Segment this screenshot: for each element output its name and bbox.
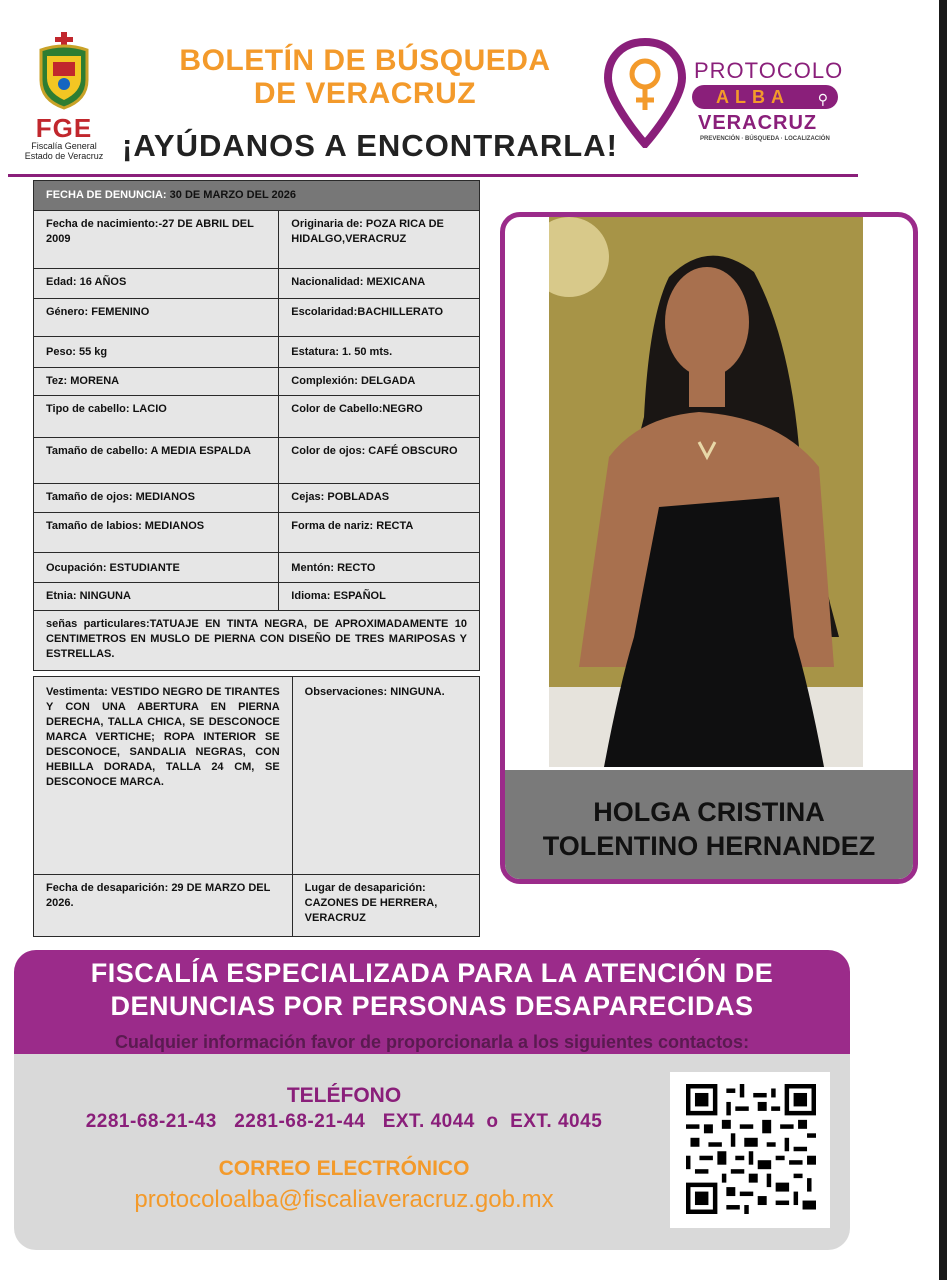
banner-line2: DENUNCIAS POR PERSONAS DESAPARECIDAS (110, 991, 754, 1021)
table-row (34, 553, 480, 583)
page-edge (939, 0, 947, 1280)
header-divider (8, 174, 858, 177)
idioma-cell: Idioma: ESPAÑOL (279, 583, 480, 611)
etnia-cell: Etnia: NINGUNA (34, 583, 279, 611)
table-row (34, 211, 480, 269)
tez-cell: Tez: MORENA (34, 368, 279, 396)
senas-cell: señas particulares:TATUAJE EN TINTA NEGRA, DE APROXIMADAMENTE 10 CENTIMETROS EN MUSLO DE PIERNA CON DISEÑO DE TRES MARIPOSAS Y ESTRELLAS. (34, 611, 480, 671)
page-subtitle: ¡AYÚDANOS A ENCONTRARLA! (122, 128, 618, 163)
table-row (34, 299, 480, 337)
table-row (34, 611, 480, 671)
photo-card (500, 212, 918, 884)
tamano-cabello-cell: Tamaño de cabello: A MEDIA ESPALDA (34, 438, 279, 484)
name-line1: HOLGA CRISTINA (593, 797, 825, 827)
alba-tagline: PREVENCIÓN · BÚSQUEDA · LOCALIZACIÓN (700, 136, 830, 142)
tamano-ojos-cell: Tamaño de ojos: MEDIANOS (34, 484, 279, 513)
ocupacion-cell: Ocupación: ESTUDIANTE (34, 553, 279, 583)
person-photo (549, 217, 863, 767)
peso-cell: Peso: 55 kg (34, 337, 279, 368)
complexion-cell: Complexión: DELGADA (279, 368, 480, 396)
telefono-numbers: 2281-68-21-43 2281-68-21-44 EXT. 4044 o EXT. 4045 (85, 1111, 603, 1132)
veracruz-crest-icon (33, 32, 95, 110)
fecha-denuncia-cell (34, 181, 480, 211)
table-row (34, 677, 480, 875)
table-row (34, 396, 480, 438)
nacimiento-cell: Fecha de nacimiento:-27 DE ABRIL DEL 2009 (34, 211, 279, 269)
alba-line2: ALBA (716, 87, 790, 107)
page-title (150, 44, 580, 110)
correo-label: CORREO ELECTRÓNICO (218, 1157, 470, 1180)
name-line2: TOLENTINO HERNANDEZ (542, 831, 876, 861)
color-ojos-cell: Color de ojos: CAFÉ OBSCURO (279, 438, 480, 484)
estatura-cell: Estatura: 1. 50 mts. (279, 337, 480, 368)
table-row (34, 484, 480, 513)
table-row (34, 181, 480, 211)
cejas-cell: Cejas: POBLADAS (279, 484, 480, 513)
fecha-denuncia-value: 30 DE MARZO DEL 2026 (169, 189, 296, 201)
protocolo-alba-logo (604, 38, 844, 158)
color-cabello-cell: Color de Cabello:NEGRO (279, 396, 480, 438)
alba-pill (692, 85, 838, 109)
forma-nariz-cell: Forma de nariz: RECTA (279, 513, 480, 553)
table-row (34, 513, 480, 553)
escolaridad-cell: Escolaridad:BACHILLERATO (279, 299, 480, 337)
banner-title (14, 957, 850, 1023)
tipo-cabello-cell: Tipo de cabello: LACIO (34, 396, 279, 438)
edad-cell: Edad: 16 AÑOS (34, 269, 279, 299)
title-line1: BOLETÍN DE BÚSQUEDA (179, 44, 551, 77)
table-row (34, 438, 480, 484)
female-location-pin-icon (604, 38, 686, 148)
nacionalidad-cell: Nacionalidad: MEXICANA (279, 269, 480, 299)
originaria-cell: Originaria de: POZA RICA DE HIDALGO,VERACRUZ (279, 211, 480, 269)
fge-logo-sub2: Estado de Veracruz (24, 151, 104, 161)
telefono-label: TELÉFONO (286, 1084, 402, 1107)
fecha-denuncia-label: FECHA DE DENUNCIA: (46, 189, 167, 201)
lugar-desaparicion-cell: Lugar de desaparición: CAZONES DE HERRERA, VERACRUZ (292, 875, 479, 937)
title-line2: DE VERACRUZ (253, 77, 477, 110)
table-row (34, 337, 480, 368)
alba-line3: VERACRUZ (698, 112, 818, 134)
fecha-desaparicion-cell: Fecha de desaparición: 29 DE MARZO DEL 2026. (34, 875, 293, 937)
magnifier-icon: ⚲ (817, 91, 828, 107)
alba-line1: PROTOCOLO (694, 58, 844, 83)
fge-logo-sub1: Fiscalía General (31, 141, 97, 151)
correo-link[interactable]: protocoloalba@fiscaliaveracruz.gob.mx (134, 1186, 554, 1213)
fge-logo (14, 32, 114, 161)
menton-cell: Mentón: RECTO (279, 553, 480, 583)
qr-code-icon[interactable] (686, 1084, 816, 1214)
banner-line1: FISCALÍA ESPECIALIZADA PARA LA ATENCIÓN DE (90, 958, 774, 988)
info-table-lower (33, 676, 480, 937)
genero-cell: Género: FEMENINO (34, 299, 279, 337)
fge-logo-text: FGE (35, 113, 93, 143)
table-row (34, 583, 480, 611)
table-row (34, 875, 480, 937)
table-row (34, 269, 480, 299)
info-table (33, 180, 480, 671)
table-row (34, 368, 480, 396)
person-name (505, 795, 913, 863)
banner-subtitle: Cualquier información favor de proporcionarla a los siguientes contactos: (114, 1032, 750, 1052)
tamano-labios-cell: Tamaño de labios: MEDIANOS (34, 513, 279, 553)
vestimenta-cell: Vestimenta: VESTIDO NEGRO DE TIRANTES Y CON UNA ABERTURA EN PIERNA DERECHA, TALLA CHICA, SE DESCONOCE MARCA VERTICHE; ROPA INTERIOR SE DESCONOCE, SANDALIA NEGRAS, CON HEBILLA DORADA, TALLA 24 CM, SE DESCONOCE MARCA. (34, 677, 293, 875)
observaciones-cell: Observaciones: NINGUNA. (292, 677, 479, 875)
